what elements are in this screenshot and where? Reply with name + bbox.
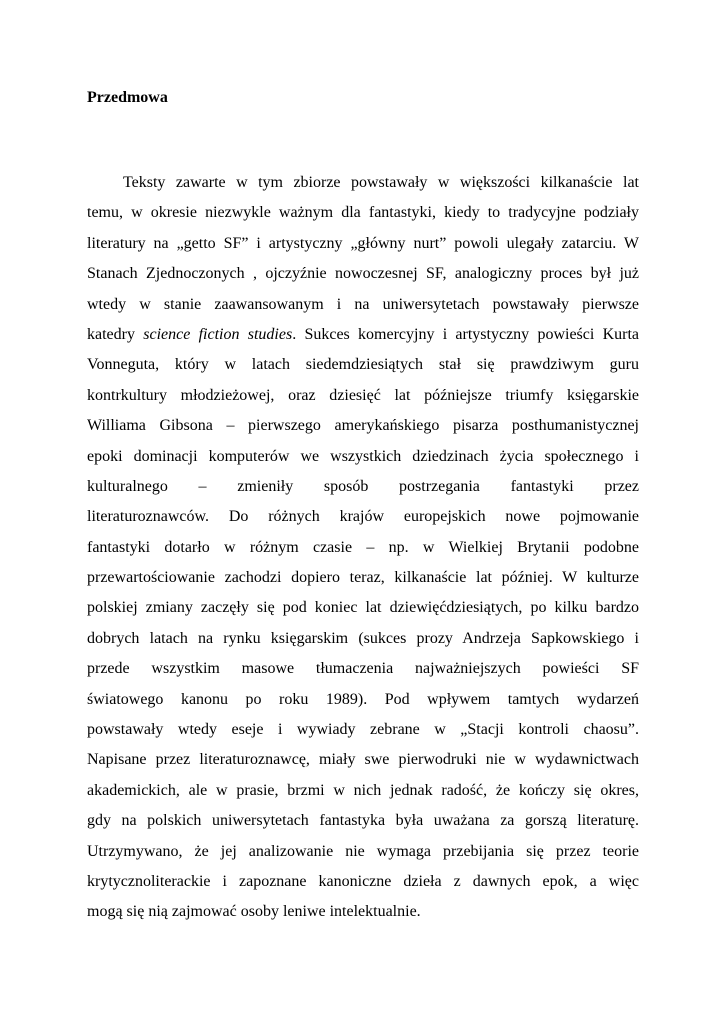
paragraph-line: literatury na „getto SF” i artystyczny „główny nurt” powoli ulegały zatarciu. W bbox=[87, 234, 639, 252]
paragraph-line: światowego kanonu po roku 1989). Pod wpływem tamtych wydarzeń bbox=[87, 690, 639, 708]
page-title: Przedmowa bbox=[87, 89, 168, 106]
body-paragraph bbox=[87, 168, 639, 928]
paragraph-line: fantastyki dotarło w różnym czasie – np. w Wielkiej Brytanii podobne bbox=[87, 538, 639, 556]
paragraph-line: gdy na polskich uniwersytetach fantastyka była uważana za gorszą literaturę. bbox=[87, 812, 639, 830]
paragraph-line: Williama Gibsona – pierwszego amerykańskiego pisarza posthumanistycznej bbox=[87, 417, 639, 435]
text-segment: . Sukces komercyjny i artystyczny powieści Kurta bbox=[292, 325, 640, 343]
paragraph-line: Stanach Zjednoczonych , ojczyźnie nowoczesnej SF, analogiczny proces był już bbox=[87, 265, 639, 283]
paragraph-line: Vonneguta, który w latach siedemdziesiątych stał się prawdziwym guru bbox=[87, 356, 639, 374]
paragraph-line: literaturoznawców. Do różnych krajów europejskich nowe pojmowanie bbox=[87, 508, 639, 526]
paragraph-line: powstawały wtedy eseje i wywiady zebrane w „Stacji kontroli chaosu”. bbox=[87, 721, 639, 739]
paragraph-line: wtedy w stanie zaawansowanym i na uniwersytetach powstawały pierwsze bbox=[87, 295, 639, 313]
paragraph-line: kontrkultury młodzieżowej, oraz dziesięć lat późniejsze triumfy księgarskie bbox=[87, 386, 639, 404]
paragraph-line: temu, w okresie niezwykle ważnym dla fantastyki, kiedy to tradycyjne podziały bbox=[87, 204, 639, 222]
paragraph-line: przede wszystkim masowe tłumaczenia najważniejszych powieści SF bbox=[87, 660, 639, 678]
paragraph-line: krytycznoliterackie i zapoznane kanoniczne dzieła z dawnych epok, a więc bbox=[87, 872, 639, 890]
paragraph-line: epoki dominacji komputerów we wszystkich dziedzinach życia społecznego i bbox=[87, 447, 639, 465]
paragraph-line: Teksty zawarte w tym zbiorze powstawały w większości kilkanaście lat bbox=[123, 174, 639, 191]
paragraph-line: polskiej zmiany zaczęły się pod koniec lat dziewięćdziesiątych, po kilku bardzo bbox=[87, 599, 639, 617]
italic-term: science fiction studies bbox=[143, 325, 293, 343]
paragraph-line bbox=[87, 320, 639, 350]
paragraph-line: dobrych latach na rynku księgarskim (sukces prozy Andrzeja Sapkowskiego i bbox=[87, 629, 639, 647]
paragraph-line: mogą się nią zajmować osoby leniwe intelektualnie. bbox=[87, 903, 421, 921]
paragraph-line: akademickich, ale w prasie, brzmi w nich jednak radość, że kończy się okres, bbox=[87, 781, 639, 799]
paragraph-line: Napisane przez literaturoznawcę, miały swe pierwodruki nie w wydawnictwach bbox=[87, 751, 639, 769]
text-segment: katedry bbox=[87, 325, 144, 343]
paragraph-line: Utrzymywano, że jej analizowanie nie wymaga przebijania się przez teorie bbox=[87, 842, 639, 860]
paragraph-line: kulturalnego – zmieniły sposób postrzegania fantastyki przez bbox=[87, 477, 639, 495]
paragraph-line: przewartościowanie zachodzi dopiero teraz, kilkanaście lat później. W kulturze bbox=[87, 569, 639, 587]
